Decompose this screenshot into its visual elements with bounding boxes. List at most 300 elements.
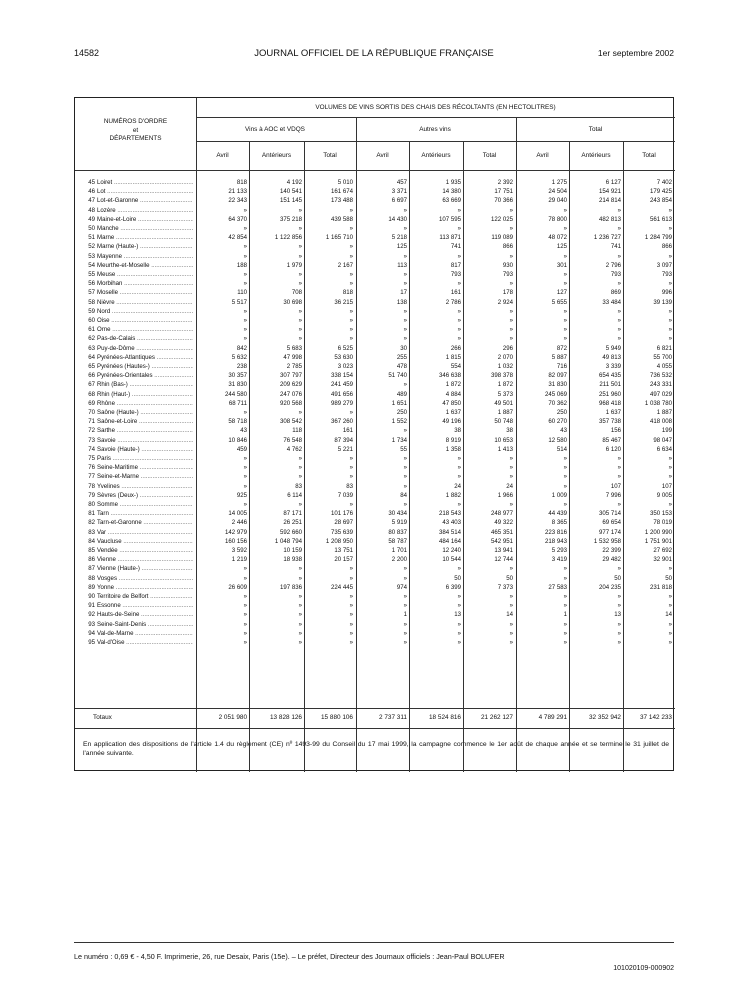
value-cell: 6 120 xyxy=(605,445,621,453)
value-cell: » xyxy=(403,326,407,334)
value-cell: » xyxy=(243,317,247,324)
value-cell: 4 192 xyxy=(286,179,302,186)
value-cell: » xyxy=(617,639,621,646)
group-header-autres: Autres vins xyxy=(419,126,451,133)
department-name: Vienne ..... xyxy=(97,555,193,564)
value-cell: 2 785 xyxy=(286,363,302,370)
value-cell: 43 xyxy=(560,427,567,435)
row-number: 50 xyxy=(88,225,95,232)
value-cell: 13 941 xyxy=(494,547,513,554)
value-cell: 241 459 xyxy=(330,381,353,389)
value-cell: » xyxy=(243,252,247,260)
department-name: Pyrénées-Atlantiques ..... xyxy=(97,353,193,362)
table-row xyxy=(75,242,675,251)
value-cell: » xyxy=(457,620,461,628)
value-cell: 204 235 xyxy=(598,583,621,591)
value-cell: » xyxy=(509,280,513,288)
value-cell: 1 935 xyxy=(445,179,461,186)
department-name: Marne ..... xyxy=(97,233,193,242)
value-cell: 7 402 xyxy=(656,179,672,186)
value-cell: 30 357 xyxy=(228,372,247,380)
value-cell: » xyxy=(243,639,247,646)
table-row xyxy=(75,325,675,334)
stub-header xyxy=(75,118,196,144)
value-cell: 248 977 xyxy=(490,510,513,518)
value-cell: » xyxy=(298,611,302,619)
value-cell: » xyxy=(403,639,407,646)
subcolumn-header: Total xyxy=(642,152,656,159)
total-cell: 4 789 291 xyxy=(538,714,567,721)
value-cell: 6 399 xyxy=(445,583,461,591)
row-number: 80 xyxy=(88,501,95,508)
value-cell: » xyxy=(457,317,461,324)
value-cell: 497 029 xyxy=(649,390,672,398)
value-cell: 5 010 xyxy=(337,179,353,186)
value-cell: 12 240 xyxy=(442,547,461,554)
department-name: Tarn ..... xyxy=(97,509,193,518)
table-row xyxy=(75,537,675,546)
value-cell: » xyxy=(243,501,247,508)
department-name: Lot ..... xyxy=(97,187,193,196)
value-cell: 2 167 xyxy=(337,261,353,269)
row-number: 79 xyxy=(88,491,95,499)
value-cell: 113 xyxy=(397,261,407,269)
value-cell: » xyxy=(457,593,461,600)
value-cell: » xyxy=(298,335,302,343)
value-cell: 1 552 xyxy=(391,418,407,426)
value-cell: 561 613 xyxy=(649,215,672,223)
value-cell: » xyxy=(298,317,302,324)
value-cell: » xyxy=(509,252,513,260)
value-cell: » xyxy=(298,409,302,416)
value-cell: » xyxy=(457,326,461,334)
value-cell: 250 xyxy=(556,409,567,416)
value-cell: » xyxy=(668,629,672,637)
value-cell: » xyxy=(617,464,621,472)
table-row xyxy=(75,528,675,537)
value-cell: 28 697 xyxy=(334,519,353,527)
value-cell: » xyxy=(349,565,353,573)
value-cell: » xyxy=(403,629,407,637)
value-cell: » xyxy=(668,307,672,315)
value-cell: 119 089 xyxy=(491,234,513,242)
value-cell: 199 xyxy=(661,427,672,435)
department-name: Puy-de-Dôme ..... xyxy=(97,344,193,353)
value-cell: 20 157 xyxy=(334,556,353,564)
value-cell: » xyxy=(298,326,302,334)
value-cell: 29 040 xyxy=(548,197,567,205)
value-cell: 243 331 xyxy=(649,381,672,389)
value-cell: 2 924 xyxy=(497,298,513,306)
journal-title: JOURNAL OFFICIEL DE LA RÉPUBLIQUE FRANÇAISE xyxy=(254,48,494,59)
table-row xyxy=(75,454,675,463)
row-number: 60 xyxy=(88,317,95,324)
value-cell: » xyxy=(243,482,247,490)
value-cell: 53 630 xyxy=(334,353,353,361)
value-cell: 793 xyxy=(610,271,621,278)
table-row xyxy=(75,233,675,242)
value-cell: 12 744 xyxy=(494,556,513,564)
total-cell: 15 880 106 xyxy=(321,714,353,721)
value-cell: » xyxy=(563,473,567,481)
value-cell: 122 025 xyxy=(490,215,513,223)
value-cell: » xyxy=(563,271,567,278)
value-cell: » xyxy=(349,335,353,343)
value-cell: » xyxy=(298,620,302,628)
value-cell: 1 872 xyxy=(497,381,513,389)
department-name: Vendée ..... xyxy=(97,546,193,555)
value-cell: 160 156 xyxy=(224,537,247,545)
value-cell: » xyxy=(403,280,407,288)
value-cell: 31 830 xyxy=(228,381,247,389)
value-cell: » xyxy=(243,206,247,214)
department-name: Nord ..... xyxy=(97,307,193,316)
value-cell: 49 196 xyxy=(442,418,461,426)
value-cell: » xyxy=(243,280,247,288)
row-number: 73 xyxy=(88,436,95,444)
value-cell: » xyxy=(563,593,567,600)
value-cell: » xyxy=(668,206,672,214)
value-cell: 251 960 xyxy=(598,390,621,398)
value-cell: 85 467 xyxy=(602,436,621,444)
value-cell: » xyxy=(403,620,407,628)
department-name: Mayenne ..... xyxy=(97,252,193,261)
value-cell: » xyxy=(668,335,672,343)
value-cell: 1 275 xyxy=(551,179,567,186)
value-cell: 5 221 xyxy=(337,445,353,453)
value-cell: » xyxy=(298,225,302,232)
value-cell: » xyxy=(617,280,621,288)
department-name: Loiret ..... xyxy=(97,178,193,187)
value-cell: » xyxy=(403,464,407,472)
value-cell: » xyxy=(349,464,353,472)
value-cell: 375 218 xyxy=(279,215,302,223)
value-cell: 307 797 xyxy=(279,372,302,380)
value-cell: 98 047 xyxy=(653,436,672,444)
value-cell: 457 xyxy=(396,179,407,186)
value-cell: 70 362 xyxy=(548,399,567,407)
row-number: 94 xyxy=(88,629,95,637)
value-cell: 209 629 xyxy=(279,381,302,389)
value-cell: 866 xyxy=(661,243,672,251)
value-cell: 8 365 xyxy=(551,519,567,527)
value-cell: 17 751 xyxy=(494,188,513,196)
value-cell: 14 430 xyxy=(388,215,407,223)
value-cell: 1 122 856 xyxy=(274,234,302,242)
value-cell: 30 698 xyxy=(283,298,302,306)
value-cell: 308 542 xyxy=(279,418,302,426)
value-cell: 367 260 xyxy=(330,418,353,426)
value-cell: 27 692 xyxy=(653,547,672,554)
value-cell: » xyxy=(298,501,302,508)
table-row xyxy=(75,316,675,325)
value-cell: 43 xyxy=(240,427,247,435)
value-cell: » xyxy=(349,620,353,628)
value-cell: » xyxy=(457,206,461,214)
value-cell: 26 609 xyxy=(228,583,247,591)
value-cell: » xyxy=(509,473,513,481)
page-number: 14582 xyxy=(74,48,100,58)
value-cell: » xyxy=(509,629,513,637)
value-cell: 1 751 901 xyxy=(644,537,672,545)
value-cell: » xyxy=(563,565,567,573)
value-cell: » xyxy=(457,464,461,472)
value-cell: 22 399 xyxy=(602,547,621,554)
value-cell: » xyxy=(668,455,672,462)
department-name: Meuse ..... xyxy=(97,270,193,279)
value-cell: 1 048 794 xyxy=(274,537,302,545)
value-cell: » xyxy=(243,225,247,232)
value-cell: 5 949 xyxy=(605,344,621,352)
row-number: 69 xyxy=(88,399,95,407)
value-cell: » xyxy=(509,206,513,214)
value-cell: » xyxy=(403,455,407,462)
value-cell: » xyxy=(349,243,353,251)
value-cell: 244 580 xyxy=(224,390,247,398)
value-cell: 491 656 xyxy=(330,390,353,398)
value-cell: 793 xyxy=(502,271,513,278)
value-cell: 1 882 xyxy=(445,491,461,499)
value-cell: 654 435 xyxy=(598,372,621,380)
row-number: 86 xyxy=(88,556,95,564)
value-cell: » xyxy=(457,252,461,260)
row-number: 45 xyxy=(88,179,95,186)
value-cell: » xyxy=(509,620,513,628)
value-cell: 7 039 xyxy=(337,491,353,499)
department-name: Tarn-et-Garonne ..... xyxy=(97,518,193,527)
value-cell: » xyxy=(349,225,353,232)
department-name: Vienne (Haute-) ..... xyxy=(97,564,193,573)
value-cell: 14 xyxy=(506,611,513,619)
department-name: Seine-Saint-Denis ..... xyxy=(97,620,193,629)
value-cell: » xyxy=(617,501,621,508)
value-cell: 64 370 xyxy=(228,215,247,223)
footer-imprint: Le numéro : 0,69 € - 4,50 F. Imprimerie, 26, rue Desaix, Paris (15e). – Le préfet, Directeur des Journaux officiels : Jean-Paul BOLUFER xyxy=(74,952,505,961)
row-number: 70 xyxy=(88,409,95,416)
value-cell: 49 322 xyxy=(494,519,513,527)
value-cell: 296 xyxy=(502,344,513,352)
value-cell: » xyxy=(403,206,407,214)
value-cell: 29 482 xyxy=(602,556,621,564)
value-cell: » xyxy=(403,501,407,508)
value-cell: » xyxy=(617,317,621,324)
row-number: 64 xyxy=(88,353,95,361)
value-cell: 977 174 xyxy=(598,528,621,536)
value-cell: » xyxy=(457,280,461,288)
table-row xyxy=(75,574,675,583)
publication-date: 1er septembre 2002 xyxy=(597,48,674,58)
value-cell: 55 700 xyxy=(653,353,672,361)
value-cell: 36 215 xyxy=(334,298,353,306)
value-cell: 6 697 xyxy=(391,197,407,205)
value-cell: » xyxy=(668,317,672,324)
value-cell: » xyxy=(563,335,567,343)
value-cell: » xyxy=(668,473,672,481)
value-cell: » xyxy=(349,639,353,646)
value-cell: 27 583 xyxy=(548,583,567,591)
value-cell: 151 145 xyxy=(279,197,302,205)
row-number: 84 xyxy=(88,537,95,545)
value-cell: 1 219 xyxy=(231,556,247,564)
department-name: Lot-et-Garonne ..... xyxy=(97,196,193,205)
value-cell: » xyxy=(509,225,513,232)
value-cell: 2 200 xyxy=(391,556,407,564)
value-cell: » xyxy=(509,639,513,646)
value-cell: » xyxy=(457,307,461,315)
value-cell: 818 xyxy=(342,289,353,297)
value-cell: » xyxy=(668,252,672,260)
value-cell: » xyxy=(243,565,247,573)
value-cell: 7 373 xyxy=(497,583,513,591)
table-row xyxy=(75,601,675,610)
value-cell: 80 837 xyxy=(388,528,407,536)
value-cell: » xyxy=(298,629,302,637)
row-number: 75 xyxy=(88,455,95,462)
department-name: Seine-Maritime ..... xyxy=(97,463,193,472)
table-row xyxy=(75,445,675,454)
value-cell: 6 634 xyxy=(656,445,672,453)
value-cell: » xyxy=(668,620,672,628)
department-name: Nièvre ..... xyxy=(97,298,193,307)
value-cell: 384 514 xyxy=(438,528,461,536)
value-cell: » xyxy=(403,317,407,324)
row-number: 74 xyxy=(88,445,95,453)
row-number: 78 xyxy=(88,482,95,490)
row-number: 63 xyxy=(88,344,95,352)
department-name: Pyrénées (Hautes-) ..... xyxy=(97,362,193,371)
department-name: Val-d'Oise ..... xyxy=(97,638,193,647)
value-cell: 127 xyxy=(556,289,567,297)
value-cell: 459 xyxy=(236,445,247,453)
row-number: 90 xyxy=(88,593,95,600)
value-cell: 5 683 xyxy=(286,344,302,352)
value-cell: 78 019 xyxy=(653,519,672,527)
value-cell: » xyxy=(298,639,302,646)
value-cell: 142 979 xyxy=(224,528,247,536)
value-cell: » xyxy=(349,602,353,610)
table-row xyxy=(75,610,675,619)
value-cell: 817 xyxy=(450,261,461,269)
value-cell: 161 xyxy=(342,427,353,435)
value-cell: 245 069 xyxy=(544,390,567,398)
value-cell: » xyxy=(243,455,247,462)
table-row xyxy=(75,408,675,417)
department-name: Moselle ..... xyxy=(97,288,193,297)
value-cell: 2 786 xyxy=(445,298,461,306)
value-cell: 1 887 xyxy=(656,409,672,416)
value-cell: 2 392 xyxy=(497,179,513,186)
value-cell: 1 815 xyxy=(445,353,461,361)
value-cell: 2 796 xyxy=(605,261,621,269)
row-number: 76 xyxy=(88,464,95,472)
value-cell: » xyxy=(509,565,513,573)
department-name: Yvelines ..... xyxy=(97,482,193,491)
subcolumn-header: Total xyxy=(323,152,337,159)
subcolumn-header: Antérieurs xyxy=(261,152,292,159)
row-number: 55 xyxy=(88,271,95,278)
department-name: Val-de-Marne ..... xyxy=(97,629,193,638)
value-cell: » xyxy=(349,280,353,288)
row-number: 51 xyxy=(88,234,95,242)
row-number: 65 xyxy=(88,363,95,370)
value-cell: » xyxy=(349,317,353,324)
value-cell: » xyxy=(298,307,302,315)
group-header-total: Total xyxy=(588,126,603,133)
value-cell: » xyxy=(403,271,407,278)
value-cell: 3 419 xyxy=(551,556,567,564)
value-cell: 1 734 xyxy=(391,436,407,444)
value-cell: 266 xyxy=(450,344,461,352)
row-number: 53 xyxy=(88,252,95,260)
value-cell: 818 xyxy=(236,179,247,186)
value-cell: 218 543 xyxy=(438,510,461,518)
table-row xyxy=(75,620,675,629)
value-cell: » xyxy=(403,381,407,389)
value-cell: » xyxy=(617,602,621,610)
value-cell: 346 638 xyxy=(438,372,461,380)
value-cell: 24 504 xyxy=(548,188,567,196)
value-cell: 1 637 xyxy=(445,409,461,416)
value-cell: » xyxy=(403,427,407,435)
value-cell: » xyxy=(403,565,407,573)
subcolumn-header: Antérieurs xyxy=(421,152,451,159)
value-cell: 7 996 xyxy=(605,491,621,499)
value-cell: 1 009 xyxy=(551,491,567,499)
value-cell: » xyxy=(403,593,407,600)
value-cell: 1 413 xyxy=(497,445,513,453)
stub-header-line3: DÉPARTEMENTS xyxy=(109,135,162,142)
value-cell: 5 218 xyxy=(391,234,407,242)
value-cell: 223 816 xyxy=(544,528,567,536)
value-cell: 48 072 xyxy=(548,234,567,242)
value-cell: » xyxy=(349,409,353,416)
value-cell: » xyxy=(563,482,567,490)
subcolumn-header: Avril xyxy=(216,152,229,159)
department-name: Lozère ..... xyxy=(97,206,193,215)
value-cell: 3 097 xyxy=(656,261,672,269)
footnote: En application des dispositions de l'article 1.4 du règlement (CE) nº 1493-99 du Conseil du 17 mai 1999, la campagne commence le 1er août de chaque année et se termine le 31 juillet de l'année suivante. xyxy=(83,741,669,757)
value-cell: 741 xyxy=(610,243,621,251)
row-number: 52 xyxy=(88,243,95,251)
value-cell: 9 005 xyxy=(656,491,672,499)
value-cell: » xyxy=(403,602,407,610)
table-row xyxy=(75,288,675,297)
department-name: Rhône ..... xyxy=(97,399,193,408)
row-number: 68 xyxy=(88,390,95,398)
subcolumn-header: Total xyxy=(482,152,497,159)
table-row xyxy=(75,564,675,573)
value-cell: 4 884 xyxy=(445,390,461,398)
value-cell: 30 xyxy=(400,344,407,352)
value-cell: » xyxy=(563,501,567,508)
department-name: Rhin (Haut-) ..... xyxy=(97,390,193,399)
row-number: 67 xyxy=(88,381,95,389)
value-cell: 1 038 780 xyxy=(644,399,672,407)
value-cell: » xyxy=(298,252,302,260)
department-name: Vaucluse ..... xyxy=(97,537,193,546)
row-number: 46 xyxy=(88,188,95,196)
value-cell: » xyxy=(243,574,247,582)
value-cell: » xyxy=(349,593,353,600)
value-cell: » xyxy=(563,629,567,637)
value-cell: 39 139 xyxy=(653,298,672,306)
table-row xyxy=(75,500,675,509)
value-cell: » xyxy=(298,280,302,288)
group-header-aoc: Vins à AOC et VDQS xyxy=(245,126,305,133)
value-cell: 793 xyxy=(661,271,672,278)
value-cell: 5 293 xyxy=(551,547,567,554)
value-cell: » xyxy=(668,593,672,600)
